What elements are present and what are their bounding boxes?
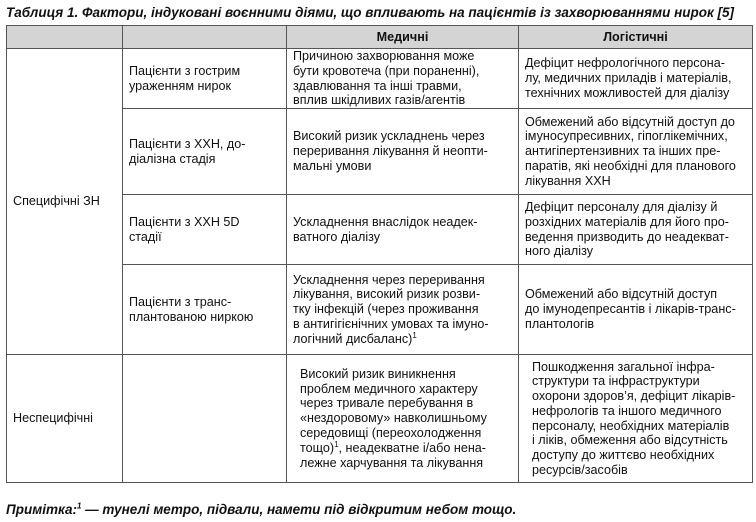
factors-table	[6, 25, 753, 483]
medical-cell	[287, 265, 519, 355]
footnote-mark: 1	[76, 501, 82, 511]
header-cell-empty-2	[123, 26, 287, 49]
note-label: Примітка:	[6, 502, 77, 517]
patient-cell: Пацієнти з ХХН 5D стадії	[123, 195, 287, 265]
header-medical: Медичні	[287, 26, 519, 49]
table-row	[7, 49, 753, 109]
medical-cell	[287, 355, 519, 483]
patient-cell: Пацієнти з гострим ураженням нирок	[123, 49, 287, 109]
medical-text: Ускладнення через переривання лікування, високий ризик розви- тку інфекцій (через проживання в антигігієнічних умовах та імуно- логічний дисбаланс)	[293, 272, 489, 346]
medical-cell: Причиною захворювання може бути кровотеча (при пораненні), здавлювання та інші травми, вплив шкідливих газів/агентів	[287, 49, 519, 109]
table-note	[6, 500, 752, 520]
logistic-cell: Пошкодження загальної інфра- структури та інфраструктури охорони здоров’я, дефіцит лікарів- нефрологів та іншого медичного персоналу, необхідних матеріалів і ліків, обмеження або відсутність доступу до життєво необхідних ресурсів/засобів	[519, 355, 753, 483]
header-logistic: Логістичні	[519, 26, 753, 49]
table-caption: Таблиця 1. Фактори, індуковані воєнними діями, що впливають на пацієнтів із захворюваннями нирок [5]	[6, 5, 735, 20]
patient-cell: Пацієнти з транс- плантованою ниркою	[123, 265, 287, 355]
table-header-row	[7, 26, 753, 49]
medical-cell: Високий ризик ускладнень через переривання лікування й неопти- мальні умови	[287, 109, 519, 195]
footnote-ref: 1	[334, 439, 339, 449]
logistic-cell: Обмежений або відсутній доступ до імунодепресантів і лікарів-транс- плантологів	[519, 265, 753, 355]
logistic-cell: Обмежений або відсутній доступ до імуносупресивних, гіпоглікемічних, антигіпертензивних та інших пре- паратів, які необхідні для планового лікування ХХН	[519, 109, 753, 195]
note-text: — тунелі метро, підвали, намети під відкритим небом тощо.	[81, 502, 517, 517]
footnote-ref: 1	[412, 330, 417, 340]
table-row	[7, 355, 753, 483]
patient-cell: Пацієнти з ХХН, до- діалізна стадія	[123, 109, 287, 195]
medical-text-b: , неадекватне і/або нена- лежне харчування та лікування	[300, 440, 486, 470]
header-cell-empty-1	[7, 26, 123, 49]
medical-cell: Ускладнення внаслідок неадек- ватного діалізу	[287, 195, 519, 265]
logistic-cell: Дефіцит персоналу для діалізу й розхідних матеріалів для його про- ведення призводить до неадекват- ного діалізу	[519, 195, 753, 265]
logistic-cell: Дефіцит нефрологічного персона- лу, медичних приладів і матеріалів, технічних можливостей для діалізу	[519, 49, 753, 109]
patient-cell-empty	[123, 355, 287, 483]
group-nonspecific: Неспецифічні	[7, 355, 123, 483]
group-specific: Специфічні ЗН	[7, 49, 123, 355]
medical-text-a: Високий ризик виникнення проблем медичного характеру через тривале перебування в «нездоровому» навколишньому середовищі (переохолодження тощо)	[300, 366, 487, 455]
